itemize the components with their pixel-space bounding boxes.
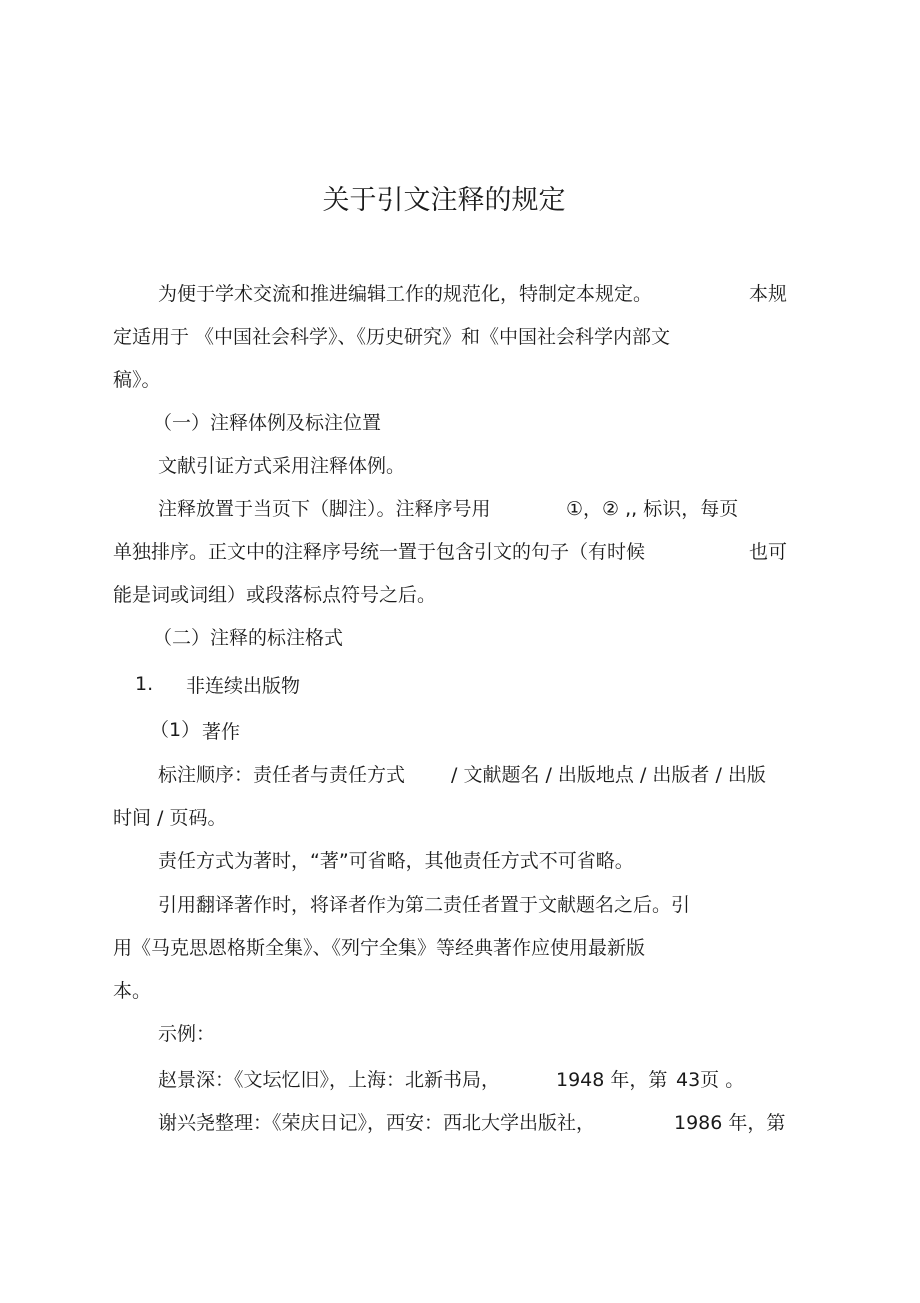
list-item-text: 非连续出版物 <box>186 675 301 697</box>
paragraph-3-line-3: 能是词或词组）或段落标点符号之后。 <box>113 584 437 606</box>
paragraph-6-line-2: 用《马克思恩格斯全集》、《列宁全集》等经典著作应使用最新版 <box>113 937 646 959</box>
paragraph-4-line-2: 时间 / 页码。 <box>113 807 227 829</box>
example-1-part-3: 43页 。 <box>676 1069 745 1091</box>
page-title: 关于引文注释的规定 <box>322 185 566 216</box>
sub-item-text: 著作 <box>202 721 241 743</box>
paragraph-1-line-2: 定适用于 《中国社会科学》、《历史研究》和《中国社会科学内部文 <box>113 326 671 348</box>
example-label: 示例： <box>158 1023 216 1045</box>
paragraph-3-line-1: 注释放置于当页下（脚注）。注释序号用 <box>158 498 491 520</box>
paragraph-4-line-1-end: / 文献题名 / 出版地点 / 出版者 / 出版 <box>451 764 766 786</box>
section-heading-1: （一）注释体例及标注位置 <box>153 412 382 434</box>
paragraph-3-line-2-end: 也可 <box>749 541 788 563</box>
example-1-part-2: 1948 年，第 <box>556 1069 668 1091</box>
example-1-part-1: 赵景深：《文坛忆旧》，上海：北新书局， <box>158 1069 501 1091</box>
example-2-part-2: 1986 年，第 <box>674 1112 786 1134</box>
paragraph-1-line-1-end: 本规 <box>749 283 788 305</box>
paragraph-6-line-3: 本。 <box>113 980 152 1002</box>
sub-item-number: （1） <box>150 719 201 741</box>
section-heading-2: （二）注释的标注格式 <box>153 627 344 649</box>
list-item-number: 1. <box>135 673 154 695</box>
paragraph-2: 文献引证方式采用注释体例。 <box>158 455 406 477</box>
paragraph-3-line-2: 单独排序。正文中的注释序号统一置于包含引文的句子（有时候 <box>113 541 646 563</box>
paragraph-5: 责任方式为著时，“著”可省略，其他责任方式不可省略。 <box>158 850 634 872</box>
paragraph-3-line-1-end: ①，② ,, 标识，每页 <box>566 498 739 520</box>
paragraph-1-line-3: 稿》。 <box>113 369 161 391</box>
example-2-part-1: 谢兴尧整理：《荣庆日记》，西安：西北大学出版社， <box>158 1112 596 1134</box>
paragraph-4-line-1: 标注顺序：责任者与责任方式 <box>158 764 406 786</box>
paragraph-1-line-1: 为便于学术交流和推进编辑工作的规范化，特制定本规定。 <box>158 283 653 305</box>
paragraph-6-line-1: 引用翻译著作时，将译者作为第二责任者置于文献题名之后。引 <box>158 894 691 916</box>
